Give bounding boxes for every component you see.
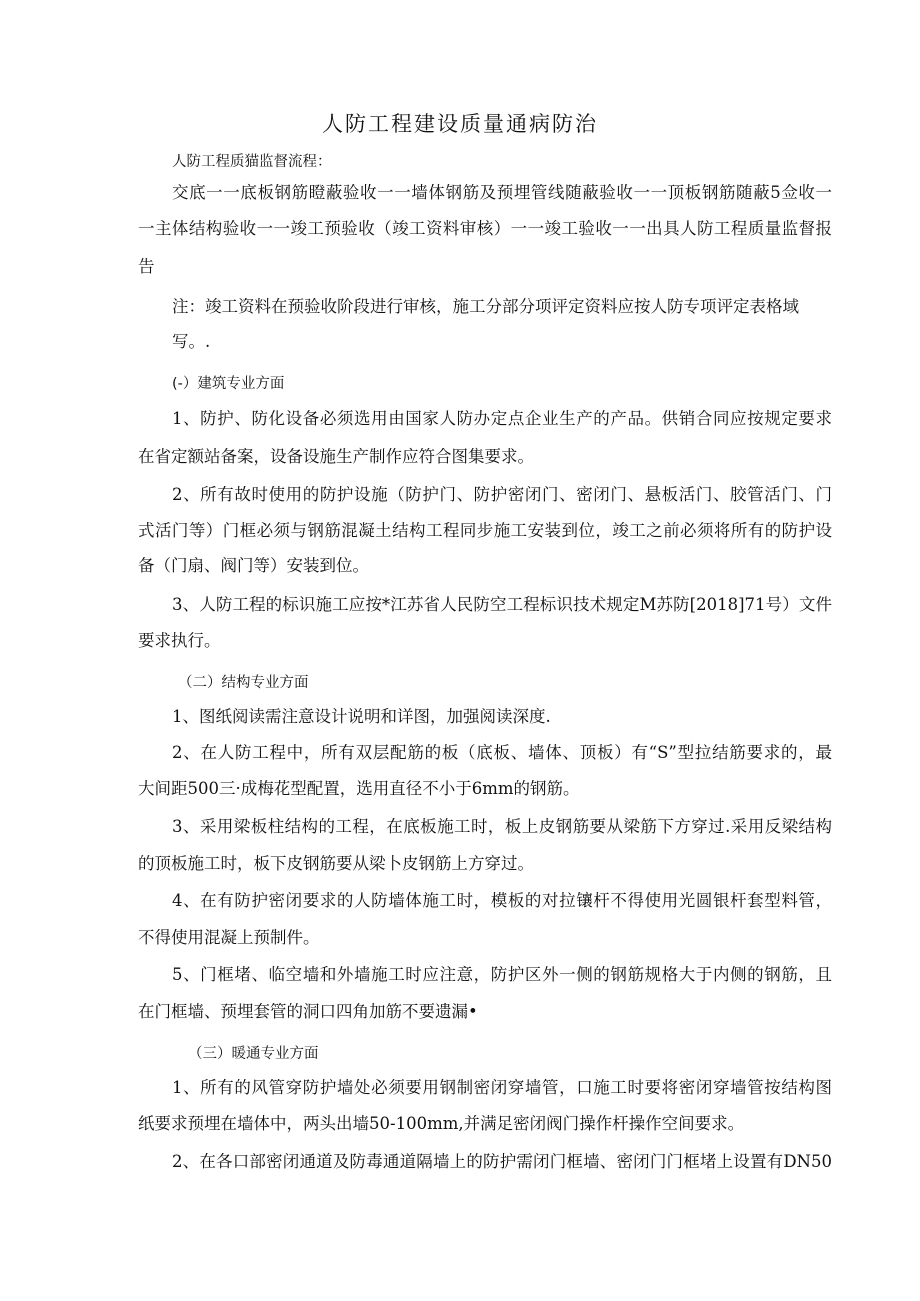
paragraph-line: 要求执行。 — [138, 631, 221, 650]
paragraph-line: 大间距500三·成梅花型配置，选用直径不小于6mm的钢筋。 — [138, 779, 580, 798]
section-heading-architecture: (-）建筑专业方面 — [172, 376, 285, 392]
paragraph-line: 不得使用混凝上预制件。 — [138, 928, 320, 947]
section-heading-hvac: （三）暖通专业方面 — [188, 1046, 319, 1062]
note-line: 写。. — [172, 332, 211, 351]
flow-line: 一主体结构验收一一竣工预验收（竣工资料审核）一一竣工验收一一出具人防工程质量监督报 — [138, 219, 832, 238]
document-title: 人防工程建设质量通病防治 — [322, 112, 598, 136]
paragraph-line: 5、门框堵、临空墙和外墙施工时应注意，防护区外一侧的钢筋规格大于内侧的钢筋，且 — [172, 965, 832, 984]
paragraph-line: 2、在各口部密闭通道及防毒通道隔墙上的防护需闭门框墙、密闭门门框堵上设置有DN50 — [172, 1152, 832, 1171]
flow-line: 交底一一底板钢筋瞪蔽验收一一墙体钢筋及预埋管线随蔽验收一一顶板钢筋随蔽5佥收一 — [172, 183, 832, 202]
section-heading-structure: （二）结构专业方面 — [178, 675, 309, 691]
paragraph-line: 在省定额站备案，设备设施生产制作应符合图集要求。 — [138, 447, 534, 466]
note-line: 注：竣工资料在预验收阶段进行审核，施工分部分项评定资料应按人防专项评定表格域 — [172, 297, 799, 316]
paragraph-line: 1、图纸阅读需注意设计说明和详图，加强阅读深度. — [172, 707, 551, 726]
paragraph-line: 2、在人防工程中，所有双层配筋的板（底板、墙体、顶板）有“S”型拉结筋要求的，最 — [172, 743, 832, 762]
paragraph-line: 2、所有故时使用的防护设施（防护门、防护密闭门、密闭门、悬板活门、胶管活门、门 — [172, 485, 832, 504]
paragraph-line: 的顶板施工时，板下皮钢筋要从梁卜皮钢筋上方穿过。 — [138, 854, 534, 873]
paragraph-line: 4、在有防护密闭要求的人防墙体施工时，模板的对拉镶杆不得使用光圆银杆套型料管， — [172, 891, 832, 910]
paragraph-line: 3、采用梁板柱结构的工程，在底板施工时，板上皮钢筋要从梁筋下方穿过.采用反梁结构 — [172, 817, 832, 836]
paragraph-line: 式活门等）门框必须与钢筋混凝土结构工程同步施工安装到位，竣工之前必须将所有的防护设 — [138, 521, 832, 540]
paragraph-line: 3、人防工程的标识施工应按*江苏省人民防空工程标识技术规定M苏防[2018]71号）文件 — [172, 595, 832, 614]
flow-line: 告 — [138, 257, 155, 276]
paragraph-line: 1、所有的风管穿防护墙处必须要用钢制密闭穿墙管，口施工时要将密闭穿墙管按结构图 — [172, 1078, 832, 1097]
paragraph-line: 纸要求预埋在墙体中，两头出墙50-100mm,并满足密闭阀门操作杆操作空间要求。 — [138, 1114, 745, 1133]
flow-label: 人防工程质猫监督流程： — [172, 154, 332, 170]
paragraph-line: 1、防护、防化设备必须选用由国家人防办定点企业生产的产品。供销合同应按规定要求 — [172, 409, 832, 428]
paragraph-line: 在门框墙、预埋套管的洞口四角加筋不要遗漏• — [138, 1002, 478, 1021]
paragraph-line: 备（门扇、阀门等）安装到位。 — [138, 556, 369, 575]
